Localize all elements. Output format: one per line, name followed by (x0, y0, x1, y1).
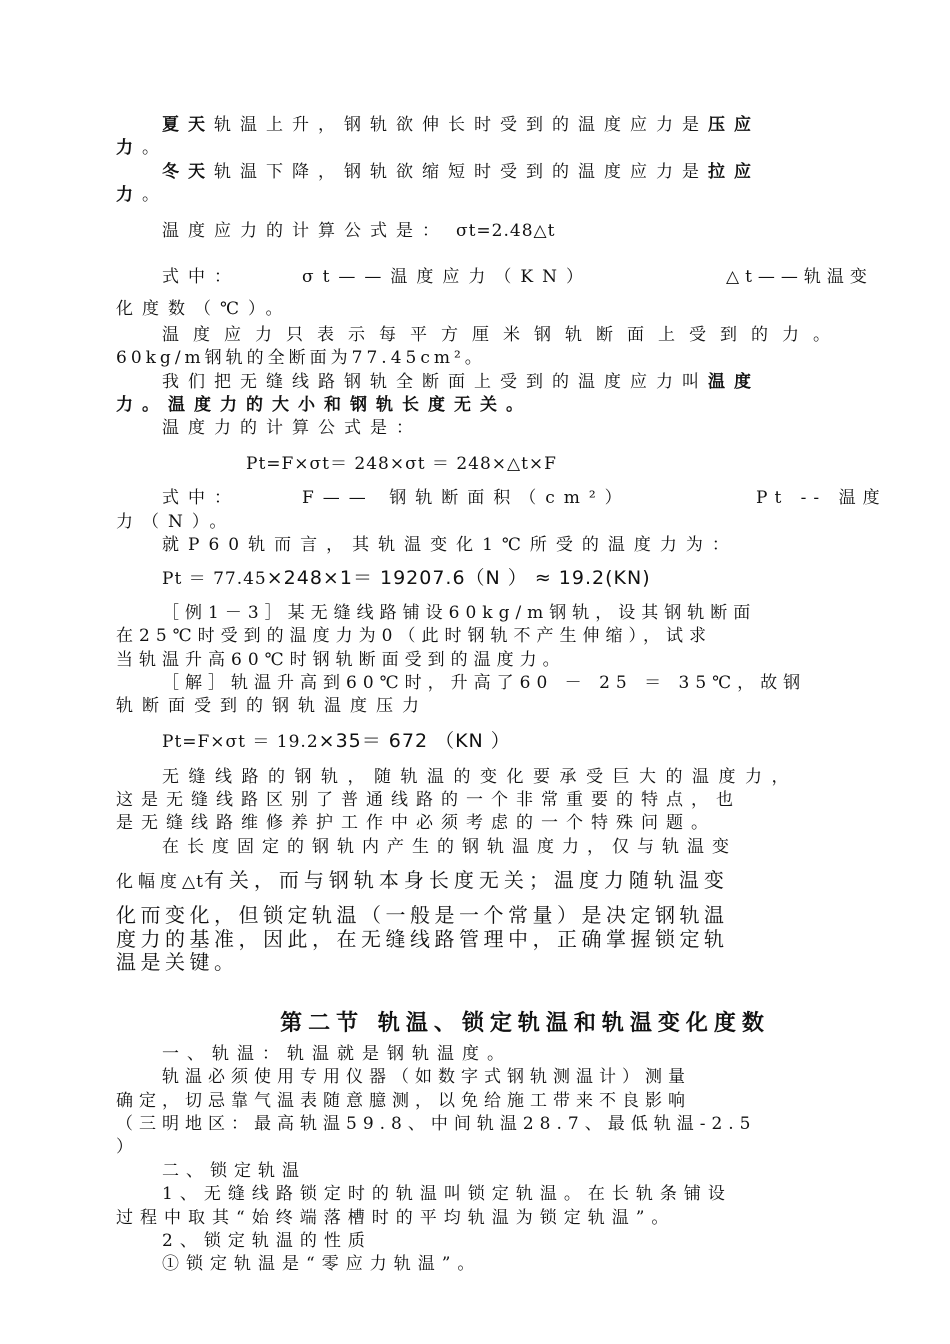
solution-line-1: ［解］轨温升高到60℃时，升高了60 － 25 ＝ 35℃，故钢 (162, 673, 807, 693)
where-pt: Pt -- 温度 (756, 488, 887, 508)
section-heading: 第二节 轨温、锁定轨温和轨温变化度数 (280, 1011, 770, 1036)
winter-line (162, 161, 760, 183)
lock-temp-heading: 二、锁定轨温 (162, 1161, 306, 1181)
summer-line-cont (116, 137, 168, 159)
calc2-rhs: ×35＝ 672 （KN ） (318, 730, 511, 752)
stress-formula-label: 温度应力的计算公式是： (162, 221, 448, 241)
temp-force-term: 温度 (708, 372, 760, 392)
lock-temp-property-1: ①锁定轨温是“零应力轨温”。 (162, 1254, 482, 1274)
stress-formula-line (162, 220, 555, 242)
lock-temp-def-2: 过程中取其“始终端落槽时的平均轨温为锁定轨温”。 (116, 1208, 676, 1228)
example-line-1: ［例1－3］某无缝线路铺设60kg/m钢轨，设其钢轨断面 (162, 603, 757, 623)
force-formula-label: 温度力的计算公式是： (162, 418, 422, 438)
rail-temp-line-3: 确定，切忌靠气温表随意臆测，以免给施工带来不良影响 (116, 1091, 691, 1111)
fixed-rail-line-3: 化而变化，但锁定轨温（一般是一个常量）是决定钢轨温 (116, 903, 729, 927)
fixed-rail-line-5: 温是关键。 (116, 950, 239, 974)
lock-temp-def-1: 1、无缝线路锁定时的轨温叫锁定轨温。在长轨条铺设 (162, 1184, 732, 1204)
cwr-line-1: 无缝线路的钢轨，随轨温的变化要承受巨大的温度力， (162, 767, 798, 787)
where-line-1-cont: 化度数（℃）。 (116, 299, 292, 319)
winter-period: 。 (142, 185, 168, 205)
rail-temp-line-2: 轨温必须使用专用仪器（如数字式钢轨测温计）测量 (162, 1067, 691, 1087)
temp-force-def-cont (116, 394, 532, 416)
where-line-2-cont: 力（N）。 (116, 512, 236, 532)
fixed-rail-line-2-a: 化幅度 (116, 872, 182, 892)
example-line-2: 在25℃时受到的温度力为0（此时钢轨不产生伸缩），试求 (116, 626, 712, 646)
stress-formula: σt=2.48△t (456, 221, 556, 241)
rail-temp-line-5: ） (116, 1137, 142, 1157)
force-formula: Pt=F×σt＝ 248×σt ＝ 248×△t×F (246, 454, 557, 474)
fixed-rail-line-4: 度力的基准，因此，在无缝线路管理中，正确掌握锁定轨 (116, 927, 729, 951)
fixed-rail-line-1: 在长度固定的钢轨内产生的钢轨温度力，仅与轨温变 (162, 837, 737, 857)
lock-temp-property-heading: 2、锁定轨温的性质 (162, 1231, 372, 1251)
summer-stress-type-end: 力 (116, 138, 142, 158)
where-line-1 (162, 266, 240, 288)
stress-note-line: 温度应力只表示每平方厘米钢轨断面上受到的力。 (162, 325, 844, 345)
rail-temp-line-4: （三明地区：最高轨温59.8、中间轨温28.7、最低轨温-2.5 (116, 1114, 757, 1134)
temp-force-def-line (162, 371, 760, 393)
cwr-line-2: 这是无缝线路区别了普通线路的一个非常重要的特点，也 (116, 790, 741, 810)
calc1-lhs: Pt ＝ 77.45 (162, 569, 267, 589)
calc1-rhs: ×248×1＝ 19207.6（N ） ≈ 19.2(KN) (266, 567, 651, 589)
example-line-3: 当轨温升高60℃时钢轨断面受到的温度力。 (116, 650, 566, 670)
winter-line-cont (116, 184, 168, 206)
where-area: F—— 钢轨断面积（cm²） (302, 488, 631, 508)
rail-temp-line-1: 一、轨温：轨温就是钢轨温度。 (162, 1044, 512, 1064)
solution-line-2: 轨断面受到的钢轨温度压力 (116, 696, 428, 716)
temp-force-note: 温度力的大小和钢轨长度无关。 (168, 395, 532, 415)
summer-period: 。 (142, 138, 168, 158)
winter-stress-type-end: 力 (116, 185, 142, 205)
section-area-line: 60kg/m钢轨的全断面为77.45cm²。 (116, 348, 486, 368)
temp-force-term-end: 力。 (116, 395, 168, 415)
fixed-rail-line-2-c: 有关，而与钢轨本身长度无关；温度力随轨温变 (203, 868, 729, 892)
where-line-2: 式中： (162, 488, 240, 508)
summer-term: 夏天 (162, 115, 214, 135)
calc-line-2 (162, 730, 511, 753)
summer-text: 轨温上升，钢轨欲伸长时受到的温度应力是 (214, 115, 708, 135)
p60-line: 就P60轨而言，其轨温变化1℃所受的温度力为： (162, 535, 738, 555)
winter-text: 轨温下降，钢轨欲缩短时受到的温度应力是 (214, 162, 708, 182)
summer-stress-type: 压应 (708, 115, 760, 135)
calc2-lhs: Pt=F×σt ＝ 19.2 (162, 732, 319, 752)
winter-term: 冬天 (162, 162, 214, 182)
temp-force-def-text: 我们把无缝线路钢轨全断面上受到的温度应力叫 (162, 372, 708, 392)
winter-stress-type: 拉应 (708, 162, 760, 182)
delta-t-symbol: △t (182, 872, 204, 892)
cwr-line-3: 是无缝线路维修养护工作中必须考虑的一个特殊问题。 (116, 813, 716, 833)
where-sigma: σt——温度应力（KN） (302, 267, 593, 287)
fixed-rail-line-2 (116, 869, 729, 893)
where-label: 式中： (162, 267, 240, 287)
calc-line-1 (162, 567, 651, 590)
summer-line (162, 114, 760, 136)
where-delta: △t——轨温变 (726, 267, 873, 287)
